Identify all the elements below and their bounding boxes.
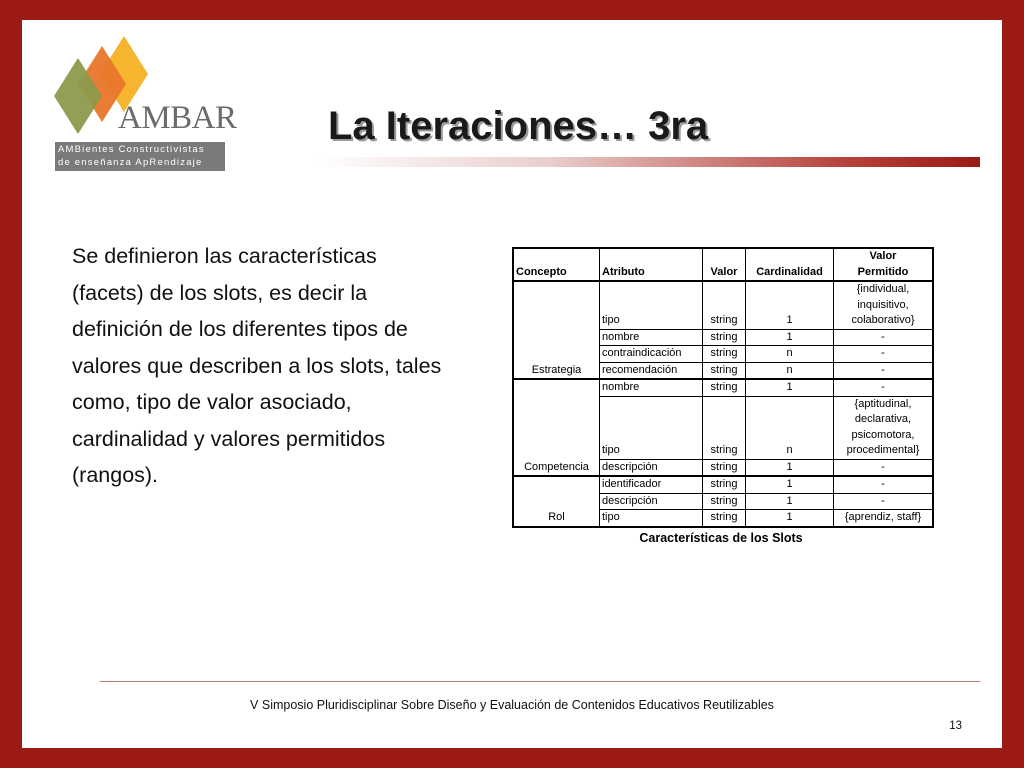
cell-valor-permitido — [834, 476, 934, 493]
header-valor-permitido — [834, 248, 934, 281]
cell-cardinalidad: 1 — [746, 379, 834, 396]
permitido-line: - — [881, 381, 885, 393]
slide — [22, 20, 1002, 748]
table-body — [513, 281, 933, 527]
cell-atributo: descripción — [600, 459, 703, 476]
cell-valor: string — [703, 476, 746, 493]
page-number: 13 — [949, 720, 962, 732]
cell-valor-permitido — [834, 493, 934, 510]
slots-table-container — [512, 247, 934, 528]
table-header-row — [513, 248, 933, 281]
slide-title: La Iteraciones… 3ra — [328, 104, 709, 148]
logo-tagline-line1: AMBientes Constructivistas — [58, 144, 205, 155]
cell-valor-permitido — [834, 346, 934, 363]
cell-cardinalidad: 1 — [746, 329, 834, 346]
cell-atributo: recomendación — [600, 362, 703, 379]
header-valor-permitido-line1: Valor — [869, 250, 897, 262]
permitido-line: - — [881, 478, 885, 490]
footer-text: V Simposio Pluridisciplinar Sobre Diseño y Evaluación de Contenidos Educativos Reutilizables — [250, 698, 774, 712]
cell-valor-permitido — [834, 396, 934, 459]
permitido-line: {aptitudinal, — [854, 397, 912, 410]
cell-cardinalidad: 1 — [746, 459, 834, 476]
cell-atributo: nombre — [600, 379, 703, 396]
cell-atributo: contraindicación — [600, 346, 703, 363]
logo-wordmark: AMBAR — [118, 100, 237, 136]
cell-valor-permitido — [834, 281, 934, 329]
permitido-line: psicomotora, — [851, 428, 915, 441]
permitido-line: inquisitivo, — [857, 298, 909, 311]
header-atributo: Atributo — [600, 248, 703, 281]
cell-cardinalidad: 1 — [746, 281, 834, 329]
cell-valor: string — [703, 346, 746, 363]
permitido-line: - — [881, 460, 885, 473]
table-caption: Características de los Slots — [639, 531, 803, 545]
slots-table — [512, 247, 934, 528]
cell-valor-permitido — [834, 510, 934, 527]
cell-valor: string — [703, 459, 746, 476]
cell-atributo: tipo — [600, 281, 703, 329]
cell-cardinalidad: n — [746, 396, 834, 459]
ambar-logo — [38, 36, 237, 168]
cell-valor: string — [703, 396, 746, 459]
cell-valor-permitido — [834, 459, 934, 476]
table-row — [513, 281, 933, 329]
title-underline — [314, 157, 980, 167]
cell-concepto: Rol — [513, 476, 600, 527]
cell-atributo: nombre — [600, 329, 703, 346]
logo-tagline — [55, 142, 225, 171]
cell-valor: string — [703, 510, 746, 527]
cell-atributo: identificador — [600, 476, 703, 493]
body-paragraph: Se definieron las características (facets) de los slots, es decir la definición de los diferentes tipos de valores que describen a los slots, tales como, tipo de valor asociado, cardinalidad y valores permitidos (rangos). — [72, 244, 442, 487]
header-concepto: Concepto — [513, 248, 600, 281]
header-cardinalidad: Cardinalidad — [746, 248, 834, 281]
cell-valor: string — [703, 329, 746, 346]
permitido-line: procedimental} — [846, 444, 920, 456]
header-valor-permitido-line2: Permitido — [857, 265, 909, 278]
header-valor: Valor — [703, 248, 746, 281]
cell-valor: string — [703, 493, 746, 510]
cell-valor: string — [703, 362, 746, 379]
cell-atributo: descripción — [600, 493, 703, 510]
cell-cardinalidad: n — [746, 346, 834, 363]
permitido-line: - — [881, 347, 885, 359]
permitido-line: declarativa, — [854, 413, 912, 425]
permitido-line: - — [881, 363, 885, 376]
cell-valor: string — [703, 379, 746, 396]
logo-tagline-line2: de enseñanza ApRendizaje — [58, 157, 203, 168]
permitido-line: {aprendiz, staff} — [844, 511, 922, 523]
cell-cardinalidad: 1 — [746, 493, 834, 510]
cell-concepto: Estrategia — [513, 281, 600, 379]
permitido-line: {individual, — [856, 283, 910, 295]
cell-valor-permitido — [834, 362, 934, 379]
table-row — [513, 379, 933, 396]
cell-cardinalidad: 1 — [746, 476, 834, 493]
table-row — [513, 476, 933, 493]
cell-cardinalidad: 1 — [746, 510, 834, 527]
cell-valor-permitido — [834, 329, 934, 346]
permitido-line: colaborativo} — [851, 314, 915, 326]
permitido-line: - — [881, 494, 885, 507]
cell-valor-permitido — [834, 379, 934, 396]
cell-cardinalidad: n — [746, 362, 834, 379]
cell-valor: string — [703, 281, 746, 329]
cell-atributo: tipo — [600, 396, 703, 459]
cell-atributo: tipo — [600, 510, 703, 527]
cell-concepto: Competencia — [513, 379, 600, 476]
footer-divider — [100, 681, 980, 682]
permitido-line: - — [881, 330, 885, 343]
